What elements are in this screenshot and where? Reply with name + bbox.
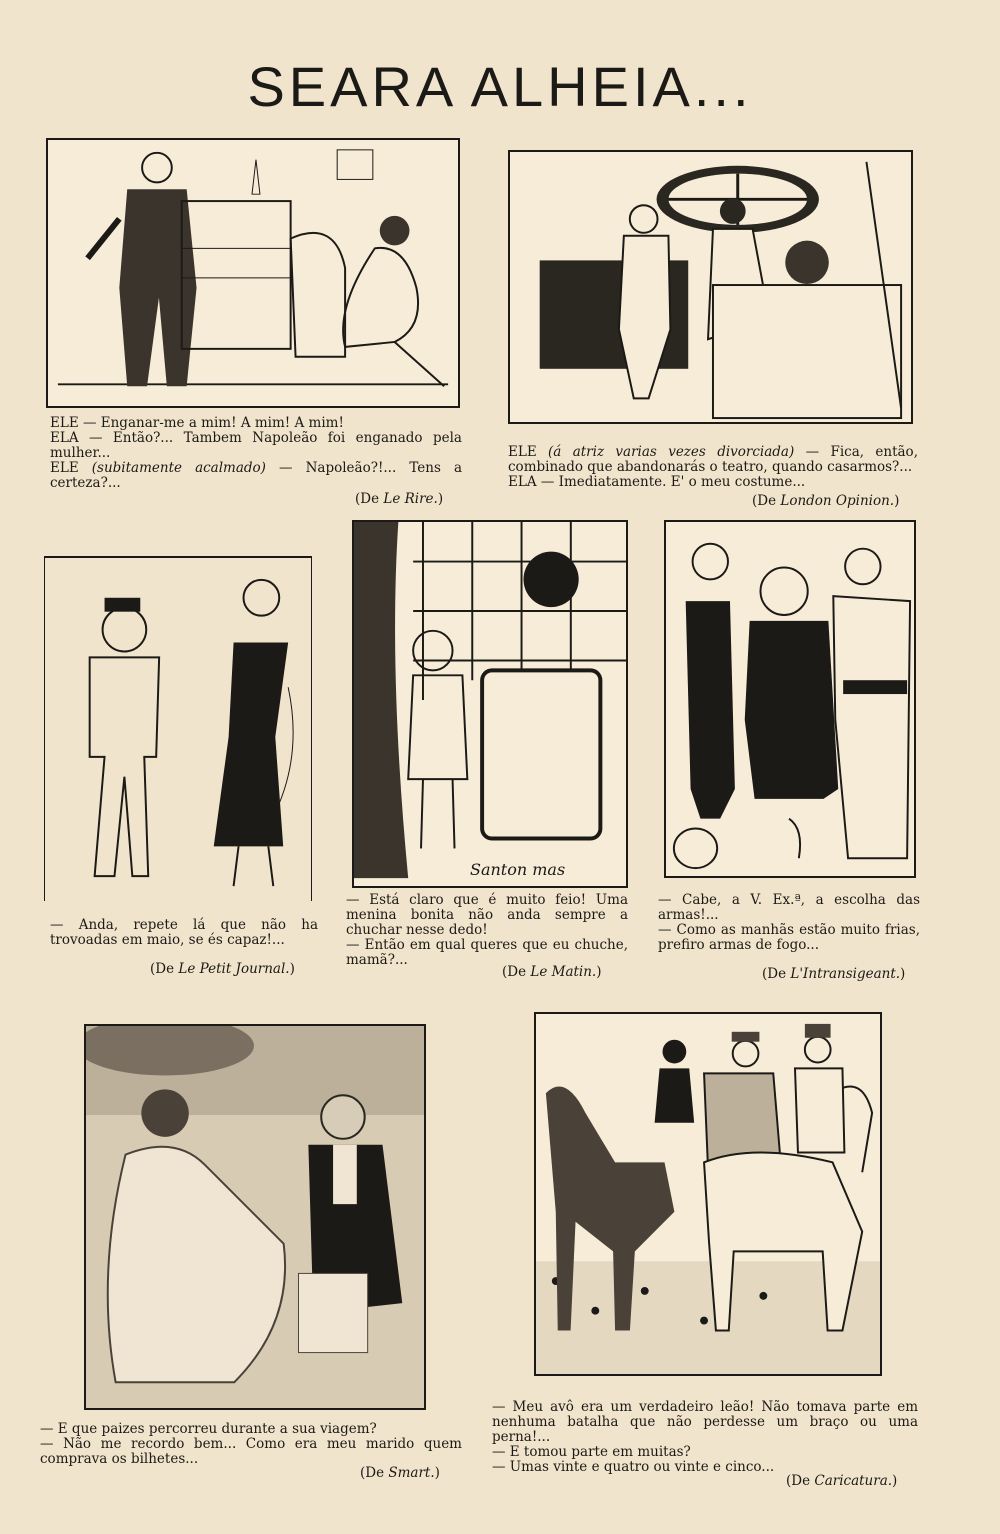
source-prefix: (De — [150, 961, 179, 977]
cartoon-6-caption — [40, 1422, 462, 1467]
source-name: Le Matin. — [530, 964, 597, 980]
source-prefix: (De — [502, 964, 531, 980]
caption-line: ELE (subitamente acalmado) — Napoleão?!... Tens a certeza?... — [50, 460, 463, 491]
source-suffix: ) — [596, 964, 602, 980]
cartoon-3-drawing — [45, 558, 311, 901]
cartoon-5-source — [762, 967, 905, 982]
source-suffix: ) — [892, 1473, 898, 1489]
caption-line: — Não me recordo bem... Como era meu marido quem comprava os bilhetes... — [40, 1436, 462, 1467]
caption-line: — Então em qual queres que eu chuche, mamã?... — [346, 937, 628, 968]
cartoon-5-drawing — [666, 522, 914, 876]
cartoon-4-signature — [470, 862, 565, 877]
cartoon-7-illustration — [534, 1012, 882, 1376]
source-name: Smart. — [388, 1465, 435, 1481]
source-prefix: (De — [786, 1473, 815, 1489]
cartoon-3-source — [150, 962, 295, 977]
caption-line: — Cabe, a V. Ex.ª, a escolha das armas!... — [658, 892, 920, 923]
source-suffix: ) — [434, 1465, 440, 1481]
caption-line: ELE — Enganar-me a mim! A mim! A mim! — [50, 415, 344, 431]
cartoon-5-caption — [658, 893, 920, 953]
cartoon-4-drawing — [354, 522, 626, 886]
source-suffix: ) — [437, 491, 444, 507]
source-prefix: (De — [752, 493, 781, 509]
source-suffix: ) — [894, 493, 900, 509]
caption-line: — Como as manhãs estão muito frias, prefiro armas de fogo... — [658, 922, 920, 953]
cartoon-2-caption — [508, 445, 918, 490]
cartoon-1-caption — [50, 416, 462, 491]
source-name: Le Rire. — [383, 491, 438, 507]
source-suffix: ) — [900, 966, 906, 982]
cartoon-6-source — [360, 1466, 440, 1481]
caption-line: ELA — Imediatamente. E' o meu costume... — [508, 474, 806, 490]
cartoon-3-caption — [50, 918, 318, 948]
caption-line: ELA — Então?... Tambem Napoleão foi enganado pela mulher... — [50, 430, 462, 461]
cartoon-6-drawing — [86, 1026, 424, 1408]
cartoon-2-source — [752, 494, 899, 509]
cartoon-5-illustration — [664, 520, 916, 878]
source-name: L'Intransigeant. — [790, 966, 901, 982]
caption-line: — E tomou parte em muitas? — [492, 1444, 691, 1460]
caption-line: — E que paizes percorreu durante a sua viagem? — [40, 1421, 377, 1437]
cartoon-7-source — [786, 1474, 897, 1489]
cartoon-4-illustration — [352, 520, 628, 888]
caption-line: — Umas vinte e quatro ou vinte e cinco... — [492, 1459, 775, 1475]
source-prefix: (De — [355, 491, 384, 507]
source-prefix: (De — [762, 966, 791, 982]
cartoon-7-drawing — [536, 1014, 880, 1374]
cartoon-2-drawing — [510, 152, 911, 422]
source-name: Caricatura. — [814, 1473, 893, 1489]
caption-line: — Anda, repete lá que não ha trovoadas em maio, se és capaz!... — [50, 917, 318, 948]
caption-line: ELE (á atriz varias vezes divorciada) — Fica, então, combinado que abandonarás o teatro, quando casarmos?... — [508, 444, 918, 475]
cartoon-2-illustration — [508, 150, 913, 424]
caption-line: — Está claro que é muito feio! Uma menina bonita não anda sempre a chuchar nesse dedo! — [346, 892, 628, 938]
cartoon-6-illustration — [84, 1024, 426, 1410]
cartoon-4-caption — [346, 893, 628, 968]
source-name: Le Petit Journal. — [178, 961, 290, 977]
cartoon-1-drawing — [48, 140, 458, 406]
cartoon-7-caption — [492, 1400, 918, 1475]
page-title: SEARA ALHEIA... — [247, 55, 753, 118]
caption-line: — Meu avô era um verdadeiro leão! Não tomava parte em nenhuma batalha que não perdesse um braço ou uma perna!... — [492, 1399, 918, 1445]
source-prefix: (De — [360, 1465, 389, 1481]
cartoon-3-illustration — [44, 556, 312, 901]
stage-direction: (subitamente acalmado) — [91, 460, 266, 476]
cartoon-1-source — [355, 492, 443, 507]
signature-text: Santon mas — [470, 860, 566, 879]
cartoon-1-illustration — [46, 138, 460, 408]
source-name: London Opinion. — [780, 493, 895, 509]
source-suffix: ) — [289, 961, 295, 977]
cartoon-4-source — [502, 965, 602, 980]
stage-direction: (á atriz varias vezes divorciada) — [548, 444, 795, 460]
